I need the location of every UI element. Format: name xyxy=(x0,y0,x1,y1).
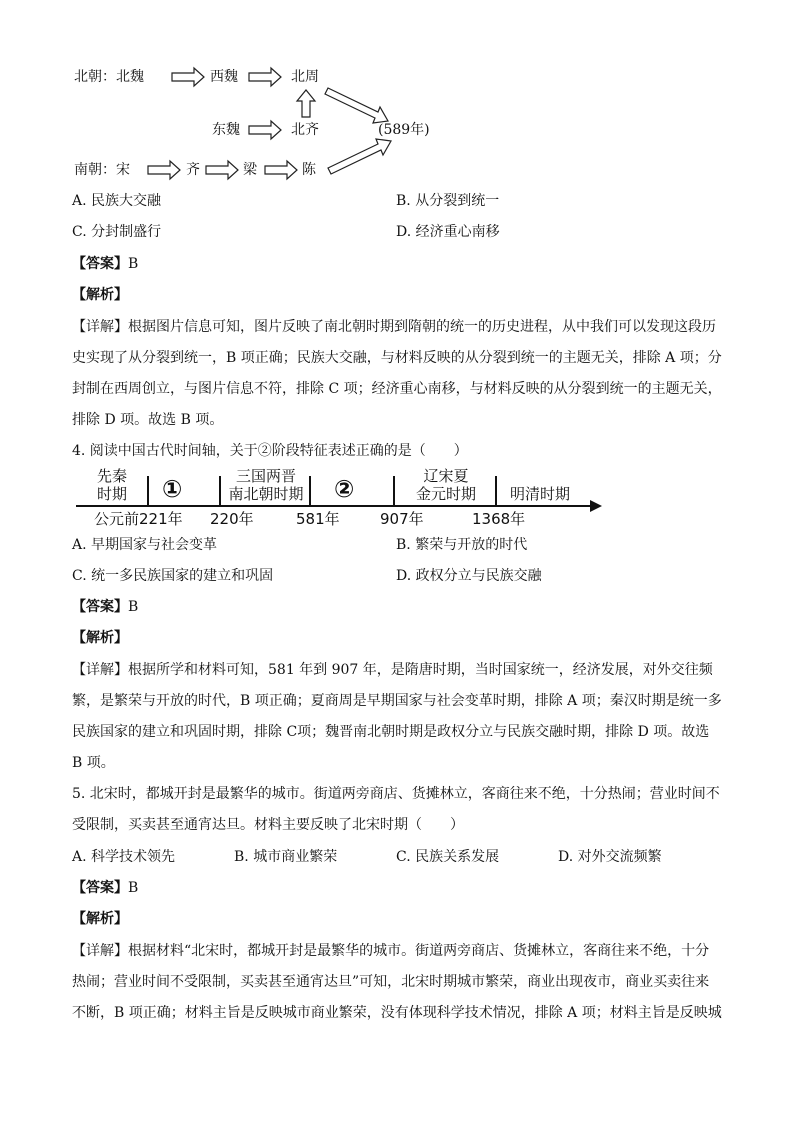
tl-seg5-top: 辽宋夏 xyxy=(423,467,469,485)
north-zhou: 北周 xyxy=(291,69,319,85)
year-589: (589年) xyxy=(378,122,430,138)
arrow-song-qi xyxy=(148,161,180,179)
q4-detail-line-2: 繁，是繁荣与开放的时代，B 项正确；夏商周是早期国家与社会变革时期，排除 A 项；秦汉时期是统一多 xyxy=(72,693,722,709)
qi: 齐 xyxy=(186,162,200,178)
q3-option-d: D. 经济重心南移 xyxy=(396,224,500,240)
q3-option-c: C. 分封制盛行 xyxy=(72,224,162,240)
arrow-chen-589 xyxy=(328,139,391,174)
tl-tick-4: 907年 xyxy=(380,510,424,528)
arrow-bz-589 xyxy=(325,88,388,123)
arrow-dw-bq xyxy=(249,121,281,139)
q4-detail-line-3: 民族国家的建立和巩固时期，排除 C项；魏晋南北朝时期是政权分立与民族交融时期，排除 D 项。故选 xyxy=(72,724,710,740)
q4-stem: 4. 阅读中国古代时间轴，关于②阶段特征表述正确的是（ ） xyxy=(72,443,468,459)
tl-seg3-bottom: 南北朝时期 xyxy=(228,485,304,503)
q4-option-a: A. 早期国家与社会变革 xyxy=(72,537,218,553)
timeline-arrowhead xyxy=(590,500,602,512)
east-wei: 东魏 xyxy=(212,122,240,138)
arrow-bq-bz xyxy=(297,90,315,117)
q3-detail-line-3: 封制在西周创立，与图片信息不符，排除 C 项；经济重心南移，与材料反映的从分裂到统一的主题无关， xyxy=(72,381,722,397)
arrow-bw-xw xyxy=(172,68,204,86)
q4-answer xyxy=(72,597,138,617)
tl-seg3-top: 三国两晋 xyxy=(235,467,296,485)
q3-option-a: A. 民族大交融 xyxy=(72,193,162,209)
q5-analysis-tag: 【解析】 xyxy=(72,911,128,927)
arrow-liang-chen xyxy=(265,161,297,179)
q4-option-d: D. 政权分立与民族交融 xyxy=(396,568,542,584)
answer-value: B xyxy=(128,256,139,272)
q3-detail-line-4: 排除 D 项。故选 B 项。 xyxy=(72,412,224,428)
answer-tag: 【答案】 xyxy=(72,599,128,615)
tl-seg6: 明清时期 xyxy=(510,485,571,503)
q3-analysis-tag: 【解析】 xyxy=(72,287,128,303)
tl-tick-2: 220年 xyxy=(210,510,254,528)
timeline xyxy=(72,468,612,530)
answer-value: B xyxy=(128,599,139,615)
tl-seg1-bottom: 时期 xyxy=(96,485,127,503)
q5-answer xyxy=(72,878,138,898)
q4-analysis-tag: 【解析】 xyxy=(72,630,128,646)
west-wei: 西魏 xyxy=(210,69,238,85)
q5-option-d: D. 对外交流频繁 xyxy=(558,849,662,865)
q5-option-c: C. 民族关系发展 xyxy=(396,849,500,865)
tl-seg5-bottom: 金元时期 xyxy=(415,485,476,503)
tl-seg1-top: 先秦 xyxy=(96,467,127,485)
q3-detail-line-2: 史实现了从分裂到统一，B 项正确；民族大交融，与材料反映的从分裂到统一的主题无关，排除 A 项；分 xyxy=(72,350,722,366)
q5-option-b: B. 城市商业繁荣 xyxy=(234,849,338,865)
tl-tick-3: 581年 xyxy=(296,510,340,528)
q5-detail-line-1: 【详解】根据材料“北宋时，都城开封是最繁华的城市。街道两旁商店、货摊林立，客商往来不绝，十分 xyxy=(72,943,710,959)
q3-option-b: B. 从分裂到统一 xyxy=(396,193,500,209)
south-dynasties-label: 南朝：宋 xyxy=(74,162,130,178)
q5-stem-line-2: 受限制，买卖甚至通宵达旦。材料主要反映了北宋时期（ ） xyxy=(72,817,464,833)
q5-stem-line-1: 5. 北宋时，都城开封是最繁华的城市。街道两旁商店、货摊林立，客商往来不绝，十分热闹；营业时间不 xyxy=(72,786,720,802)
tl-circle-1: ① xyxy=(162,475,183,503)
liang: 梁 xyxy=(243,162,257,178)
q5-detail-line-3: 不断，B 项正确；材料主旨是反映城市商业繁荣，没有体现科学技术情况，排除 A 项；材料主旨是反映城 xyxy=(72,1005,722,1021)
q5-option-a: A. 科学技术领先 xyxy=(72,849,176,865)
q5-detail-line-2: 热闹；营业时间不受限制，买卖甚至通宵达旦”可知，北宋时期城市繁荣，商业出现夜市，商业买卖往来 xyxy=(72,974,710,990)
arrow-xw-bz xyxy=(249,68,281,86)
dynasty-diagram xyxy=(60,60,480,190)
q4-option-c: C. 统一多民族国家的建立和巩固 xyxy=(72,568,274,584)
q4-option-b: B. 繁荣与开放的时代 xyxy=(396,537,528,553)
tl-tick-5: 1368年 xyxy=(472,510,526,528)
q4-detail-line-1: 【详解】根据所学和材料可知，581 年到 907 年，是隋唐时期，当时国家统一，经济发展，对外交往频 xyxy=(72,662,713,678)
chen: 陈 xyxy=(302,162,316,178)
north-qi: 北齐 xyxy=(291,122,319,138)
answer-value: B xyxy=(128,880,139,896)
q4-detail-line-4: B 项。 xyxy=(72,755,115,771)
north-dynasties-label: 北朝：北魏 xyxy=(74,69,144,85)
tl-circle-2: ② xyxy=(334,475,355,503)
arrow-qi-liang xyxy=(206,161,238,179)
tl-tick-1: 公元前221年 xyxy=(94,510,183,528)
q3-answer xyxy=(72,254,138,274)
answer-tag: 【答案】 xyxy=(72,256,128,272)
q3-detail-line-1: 【详解】根据图片信息可知，图片反映了南北朝时期到隋朝的统一的历史进程，从中我们可以发现这段历 xyxy=(72,319,716,335)
answer-tag: 【答案】 xyxy=(72,880,128,896)
